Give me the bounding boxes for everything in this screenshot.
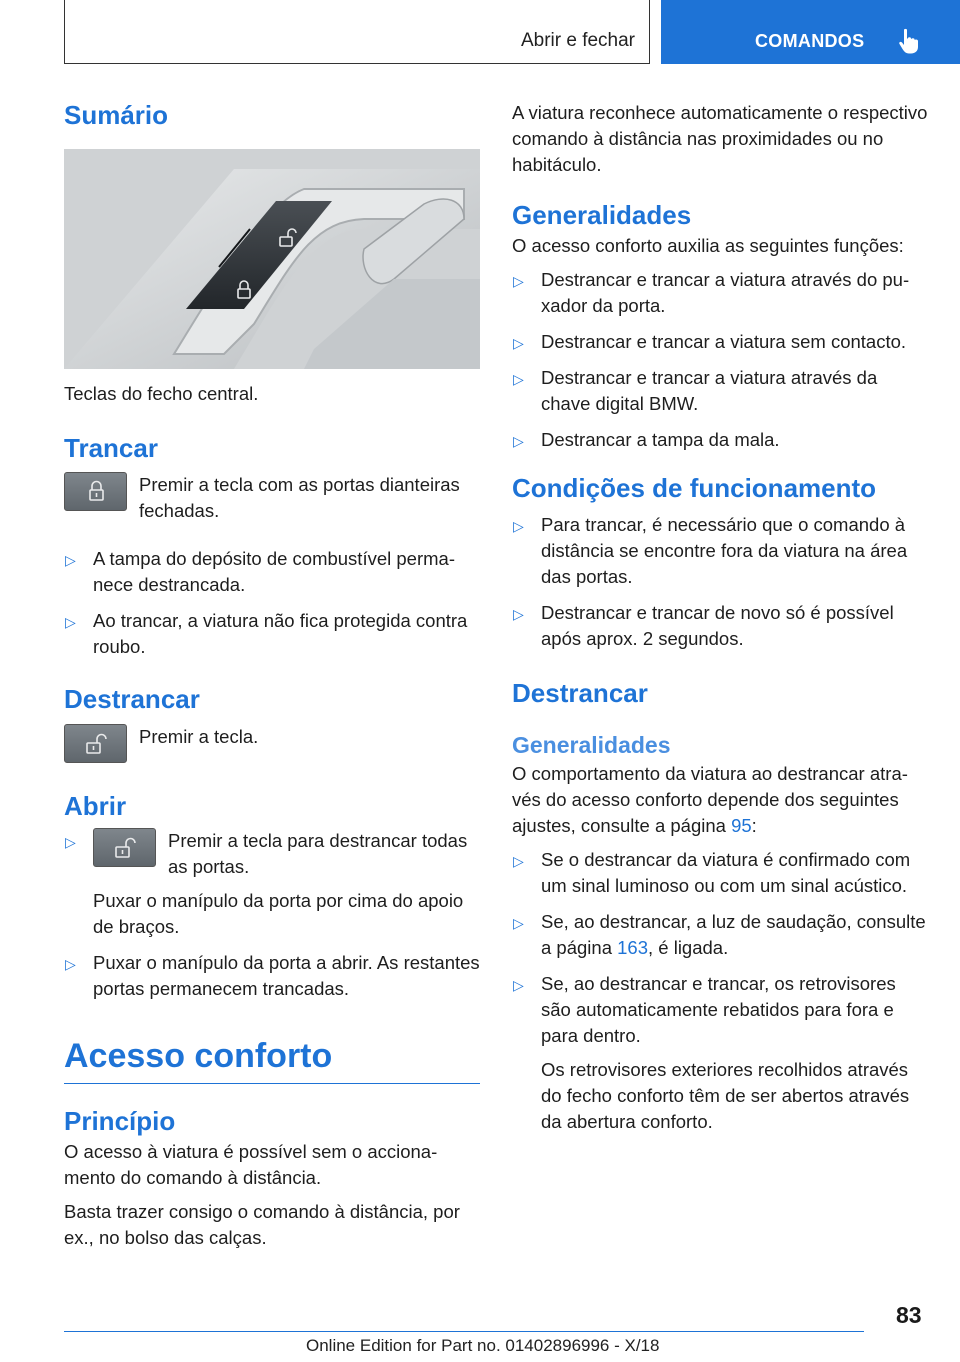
- bullet-triangle-icon: ▷: [65, 552, 76, 569]
- door-handle-illustration: [64, 149, 480, 369]
- open-bullet-list: [64, 828, 480, 1002]
- bullet-triangle-icon: ▷: [65, 614, 76, 631]
- unlock-heading: Destrancar: [64, 684, 200, 715]
- bullet-triangle-icon: ▷: [65, 955, 76, 972]
- unlock-key-row: [64, 724, 480, 763]
- page-link-95[interactable]: 95: [731, 815, 752, 837]
- section-divider: [64, 1083, 480, 1084]
- conditions-bullet-list: [512, 512, 928, 652]
- list-item: ▷ Se o destrancar da viatura é confirmado com um sinal luminoso ou com um sinal acústico.: [513, 849, 911, 897]
- lock-closed-icon: [65, 473, 128, 512]
- list-item: ▷ Destrancar e trancar a viatura através do puxador da porta.: [513, 269, 910, 317]
- bullet-triangle-icon: ▷: [513, 433, 524, 450]
- bullet-triangle-icon: ▷: [513, 853, 524, 870]
- section-title: Abrir e fechar: [520, 30, 635, 51]
- bullet-triangle-icon: ▷: [513, 915, 524, 932]
- open-followup: Puxar o manípulo da porta por cima do apoio de braços.: [93, 889, 464, 937]
- comfort-access-heading: Acesso conforto: [64, 1036, 333, 1075]
- lock-key-row: [64, 472, 480, 524]
- open-key-text: Premir a tecla para destrancar todas as portas.: [168, 829, 468, 877]
- list-item: ▷ Puxar o manípulo da porta a abrir. As restantes portas permanecem trancadas.: [65, 951, 480, 999]
- general-bullet-list: [512, 267, 928, 453]
- central-locking-photo: [64, 149, 480, 369]
- conditions-heading: Condições de funcionamento: [512, 473, 877, 504]
- page-link-163[interactable]: 163: [617, 937, 648, 959]
- header-box: [64, 0, 650, 64]
- list-item: ▷ Se, ao destrancar, a luz de saudação, consulte a página 163, é ligada.: [513, 911, 926, 959]
- summary-heading: Sumário: [64, 100, 169, 130]
- list-item: ▷ Se, ao destrancar e trancar, os retrovisores são automaticamente rebatidos para fora e para dentro. Os retrovisores exteriores recolhidos através do fecho conforto têm de ser abertos através da abertura conforto.: [512, 971, 928, 1135]
- unlock-bullet-list: [512, 847, 928, 1135]
- general-heading: Generalidades: [512, 200, 692, 230]
- lock-heading: Trancar: [64, 433, 158, 464]
- lock-key-button[interactable]: [64, 472, 127, 511]
- left-column: [64, 100, 480, 1251]
- list-item: ▷ Para trancar, é necessário que o comando à distância se encontre fora da viatura na área das portas.: [513, 514, 908, 588]
- bullet-triangle-icon: ▷: [513, 606, 524, 623]
- open-key-row: [93, 828, 480, 880]
- bullet-triangle-icon: ▷: [513, 371, 524, 388]
- bullet-triangle-icon: ▷: [513, 273, 524, 290]
- list-item: ▷ Destrancar a tampa da mala.: [512, 427, 928, 453]
- list-item: ▷ Ao trancar, a viatura não fica protegida contra roubo.: [65, 610, 468, 658]
- chapter-tab-label: COMANDOS: [755, 31, 865, 51]
- open-unlock-key-button[interactable]: [93, 828, 156, 867]
- page-number: 83: [896, 1302, 922, 1328]
- chapter-tab[interactable]: [661, 0, 960, 64]
- mirrors-followup: Os retrovisores exteriores recolhidos através do fecho conforto têm de ser abertos através da abertura conforto.: [541, 1059, 910, 1133]
- unlock-general-paragraph: O comportamento da viatura ao destrancar através do acesso conforto depende dos seguintes ajustes, consulte a página 95:: [512, 763, 908, 837]
- bullet-triangle-icon: ▷: [513, 977, 524, 994]
- unlock-key-button[interactable]: [64, 724, 127, 763]
- unlock-key-text: Premir a tecla.: [139, 725, 259, 747]
- principle-paragraph-2: Basta trazer consigo o comando à distância, por ex., no bolso das calças.: [64, 1200, 460, 1248]
- right-column: [512, 100, 928, 1145]
- lock-key-text: Premir a tecla com as portas dianteiras fechadas.: [139, 474, 460, 522]
- bullet-triangle-icon: ▷: [513, 518, 524, 535]
- lock-open-icon: [65, 725, 128, 764]
- bullet-triangle-icon: ▷: [65, 833, 76, 850]
- principle-heading: Princípio: [64, 1105, 176, 1136]
- photo-caption: Teclas do fecho central.: [64, 383, 259, 405]
- list-item: ▷ Destrancar e trancar a viatura sem contacto.: [512, 329, 928, 355]
- hand-pointer-icon: [897, 28, 919, 54]
- intro-paragraph: A viatura reconhece automaticamente o respectivo comando à distância nas proximidades ou no habitáculo.: [512, 102, 928, 175]
- list-item: ▷ Destrancar e trancar de novo só é possível após aprox. 2 segundos.: [513, 602, 894, 650]
- lock-open-icon: [94, 829, 157, 868]
- footer-divider: [64, 1331, 864, 1332]
- list-item: ▷ A tampa do depósito de combustível permanece destrancada.: [65, 548, 455, 596]
- lock-bullet-list: [64, 546, 480, 660]
- general-intro: O acesso conforto auxilia as seguintes funções:: [512, 235, 904, 257]
- bullet-triangle-icon: ▷: [513, 335, 524, 352]
- list-item: [64, 828, 480, 940]
- open-heading: Abrir: [64, 790, 127, 821]
- principle-paragraph-1: O acesso à viatura é possível sem o accionamento do comando à distância.: [64, 1140, 438, 1188]
- right-unlock-heading: Destrancar: [512, 678, 648, 709]
- footer-edition: Online Edition for Part no. 01402896996 - X/18: [306, 1336, 660, 1355]
- unlock-general-heading: Generalidades: [512, 731, 671, 758]
- list-item: ▷ Destrancar e trancar a viatura através da chave digital BMW.: [513, 367, 878, 415]
